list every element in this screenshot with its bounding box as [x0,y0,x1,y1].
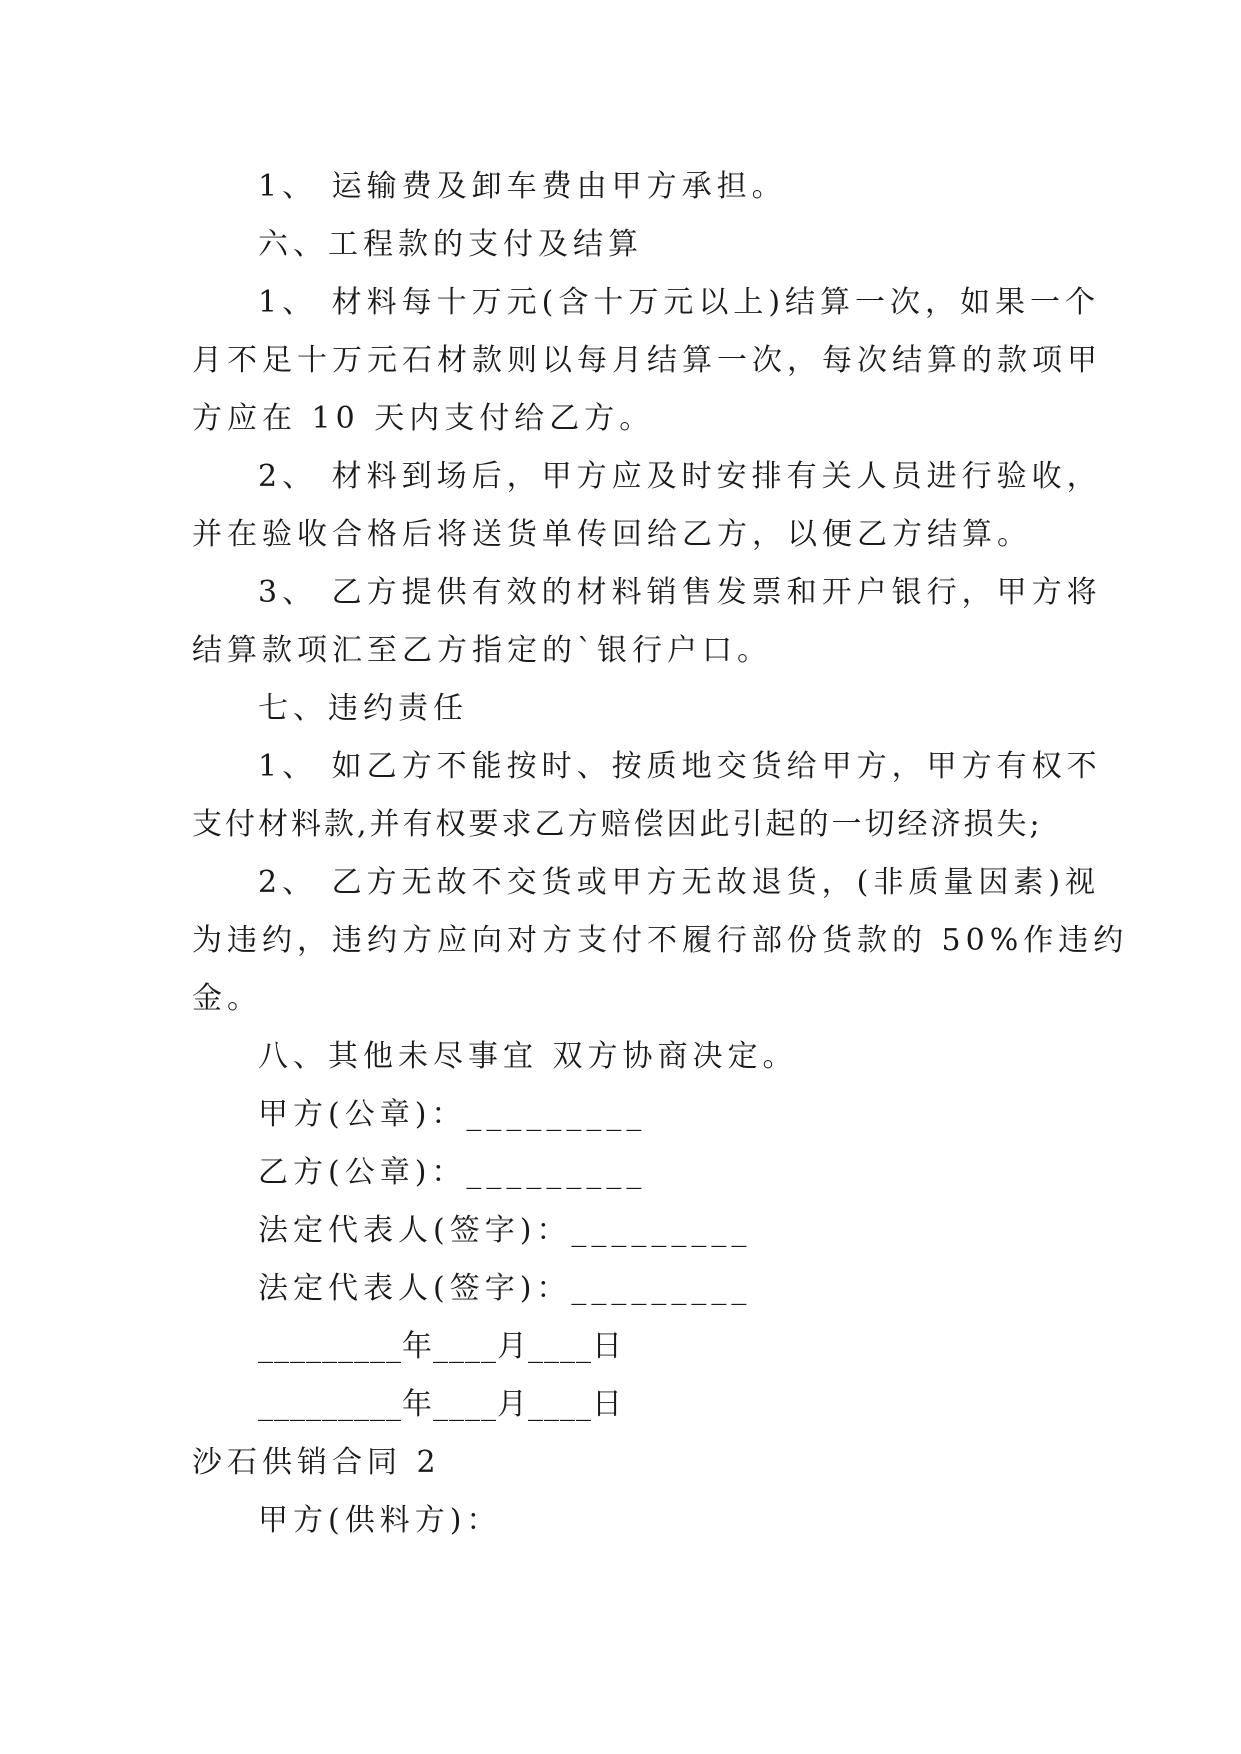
clause-breach-2-line-1: 2、 乙方无故不交货或甲方无故退货，(非质量因素)视 [258,865,1101,900]
signature-date-a: _________年____月____日 [258,1329,623,1364]
signature-party-a-seal: 甲方(公章)：_________ [258,1097,647,1132]
section-heading-breach: 七、违约责任 [258,691,468,726]
signature-party-b-seal: 乙方(公章)：_________ [258,1155,647,1190]
clause-breach-1-line-2: 支付材料款,并有权要求乙方赔偿因此引起的一切经济损失; [192,807,1043,842]
clause-payment-1-line-3: 方应在 10 天内支付给乙方。 [192,401,655,436]
clause-payment-2-line-1: 2、 材料到场后，甲方应及时安排有关人员进行验收， [258,459,1102,494]
signature-date-b: _________年____月____日 [258,1387,623,1422]
contract-2-party-a: 甲方(供料方)： [258,1503,502,1538]
clause-payment-1-line-2: 月不足十万元石材款则以每月结算一次，每次结算的款项甲 [192,343,1102,378]
clause-breach-1-line-1: 1、 如乙方不能按时、按质地交货给甲方，甲方有权不 [258,749,1102,784]
contract-2-title: 沙石供销合同 2 [192,1445,441,1480]
clause-payment-3-line-1: 3、 乙方提供有效的材料销售发票和开户银行，甲方将 [258,575,1102,610]
clause-payment-3-line-2: 结算款项汇至乙方指定的`银行户口。 [192,633,772,668]
clause-payment-1-line-1: 1、 材料每十万元(含十万元以上)结算一次，如果一个 [258,285,1101,320]
signature-legal-rep-a: 法定代表人(签字)：_________ [258,1213,752,1248]
signature-legal-rep-b: 法定代表人(签字)：_________ [258,1271,752,1306]
section-heading-payment: 六、工程款的支付及结算 [258,227,643,262]
clause-breach-2-line-3: 金。 [192,981,262,1016]
clause-transport-fee: 1、 运输费及卸车费由甲方承担。 [258,169,787,204]
clause-breach-2-line-2: 为违约，违约方应向对方支付不履行部份货款的 50%作违约 [192,923,1129,958]
contract-text [192,158,1129,1550]
clause-payment-2-line-2: 并在验收合格后将送货单传回给乙方，以便乙方结算。 [192,517,1032,552]
section-heading-other: 八、其他未尽事宜 双方协商决定。 [258,1039,798,1074]
